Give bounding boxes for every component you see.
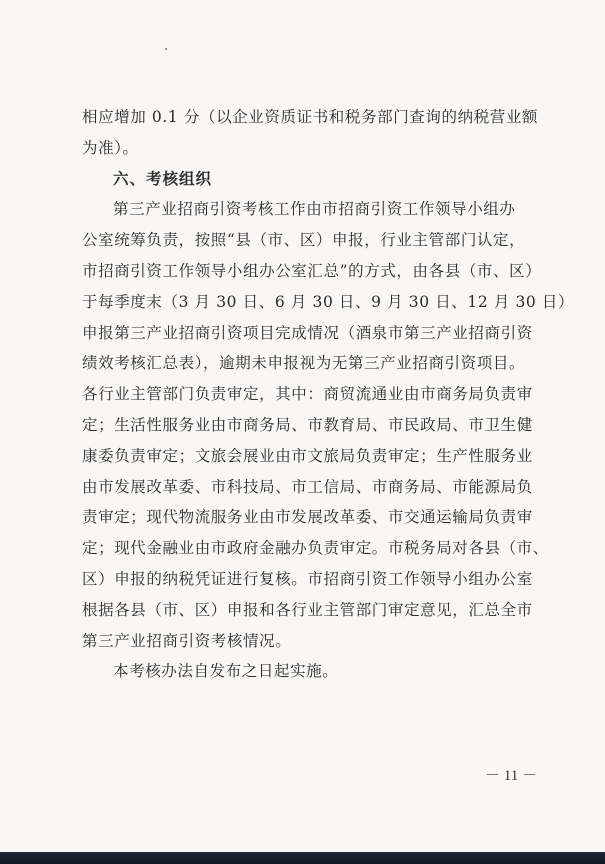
document-body [82,102,575,687]
text-line: 责审定；现代物流服务业由市发展改革委、市交通运输局负责审 [82,508,533,527]
text-line: 相应增加 0.1 分（以企业资质证书和税务部门查询的纳税营业额 [82,108,539,126]
text-line: 根据各县（市、区）申报和各行业主管部门审定意见，汇总全市 [82,600,533,619]
text-line: 公室统筹负责，按照“县（市、区）申报，行业主管部门认定， [82,231,526,250]
scan-speck [165,48,167,50]
text-line: 于每季度末（3 月 30 日、6 月 30 日、9 月 30 日、12 月 30 日） [82,292,575,311]
text-line: 由市发展改革委、市科技局、市工信局、市商务局、市能源局负 [82,477,533,496]
page-number: － 11 － [485,768,537,784]
text-line: 定；现代金融业由市政府金融办负责审定。市税务局对各县（市、 [82,539,549,558]
text-line: 绩效考核汇总表），逾期未申报视为无第三产业招商引资项目。 [82,354,526,373]
text-line: 各行业主管部门负责审定，其中：商贸流通业由市商务局负责审 [82,385,533,404]
text-line: 康委负责审定；文旅会展业由市文旅局负责审定；生产性服务业 [82,446,533,465]
text-line: 第三产业招商引资考核情况。 [82,631,292,650]
text-line: 定；生活性服务业由市商务局、市教育局、市民政局、市卫生健 [82,415,533,434]
text-line: 市招商引资工作领导小组办公室汇总”的方式，由各县（市、区） [82,261,542,280]
closing-line: 本考核办法自发布之日起实施。 [113,662,339,681]
text-line: 申报第三产业招商引资项目完成情况（酒泉市第三产业招商引资 [82,323,533,342]
scan-bottom-edge [0,852,605,864]
text-line: 区）申报的纳税凭证进行复核。市招商引资工作领导小组办公室 [82,569,533,588]
paragraph-start-line: 第三产业招商引资考核工作由市招商引资工作领导小组办 [113,200,516,219]
text-line: 为准）。 [82,138,139,157]
section-heading: 六、考核组织 [113,169,213,188]
